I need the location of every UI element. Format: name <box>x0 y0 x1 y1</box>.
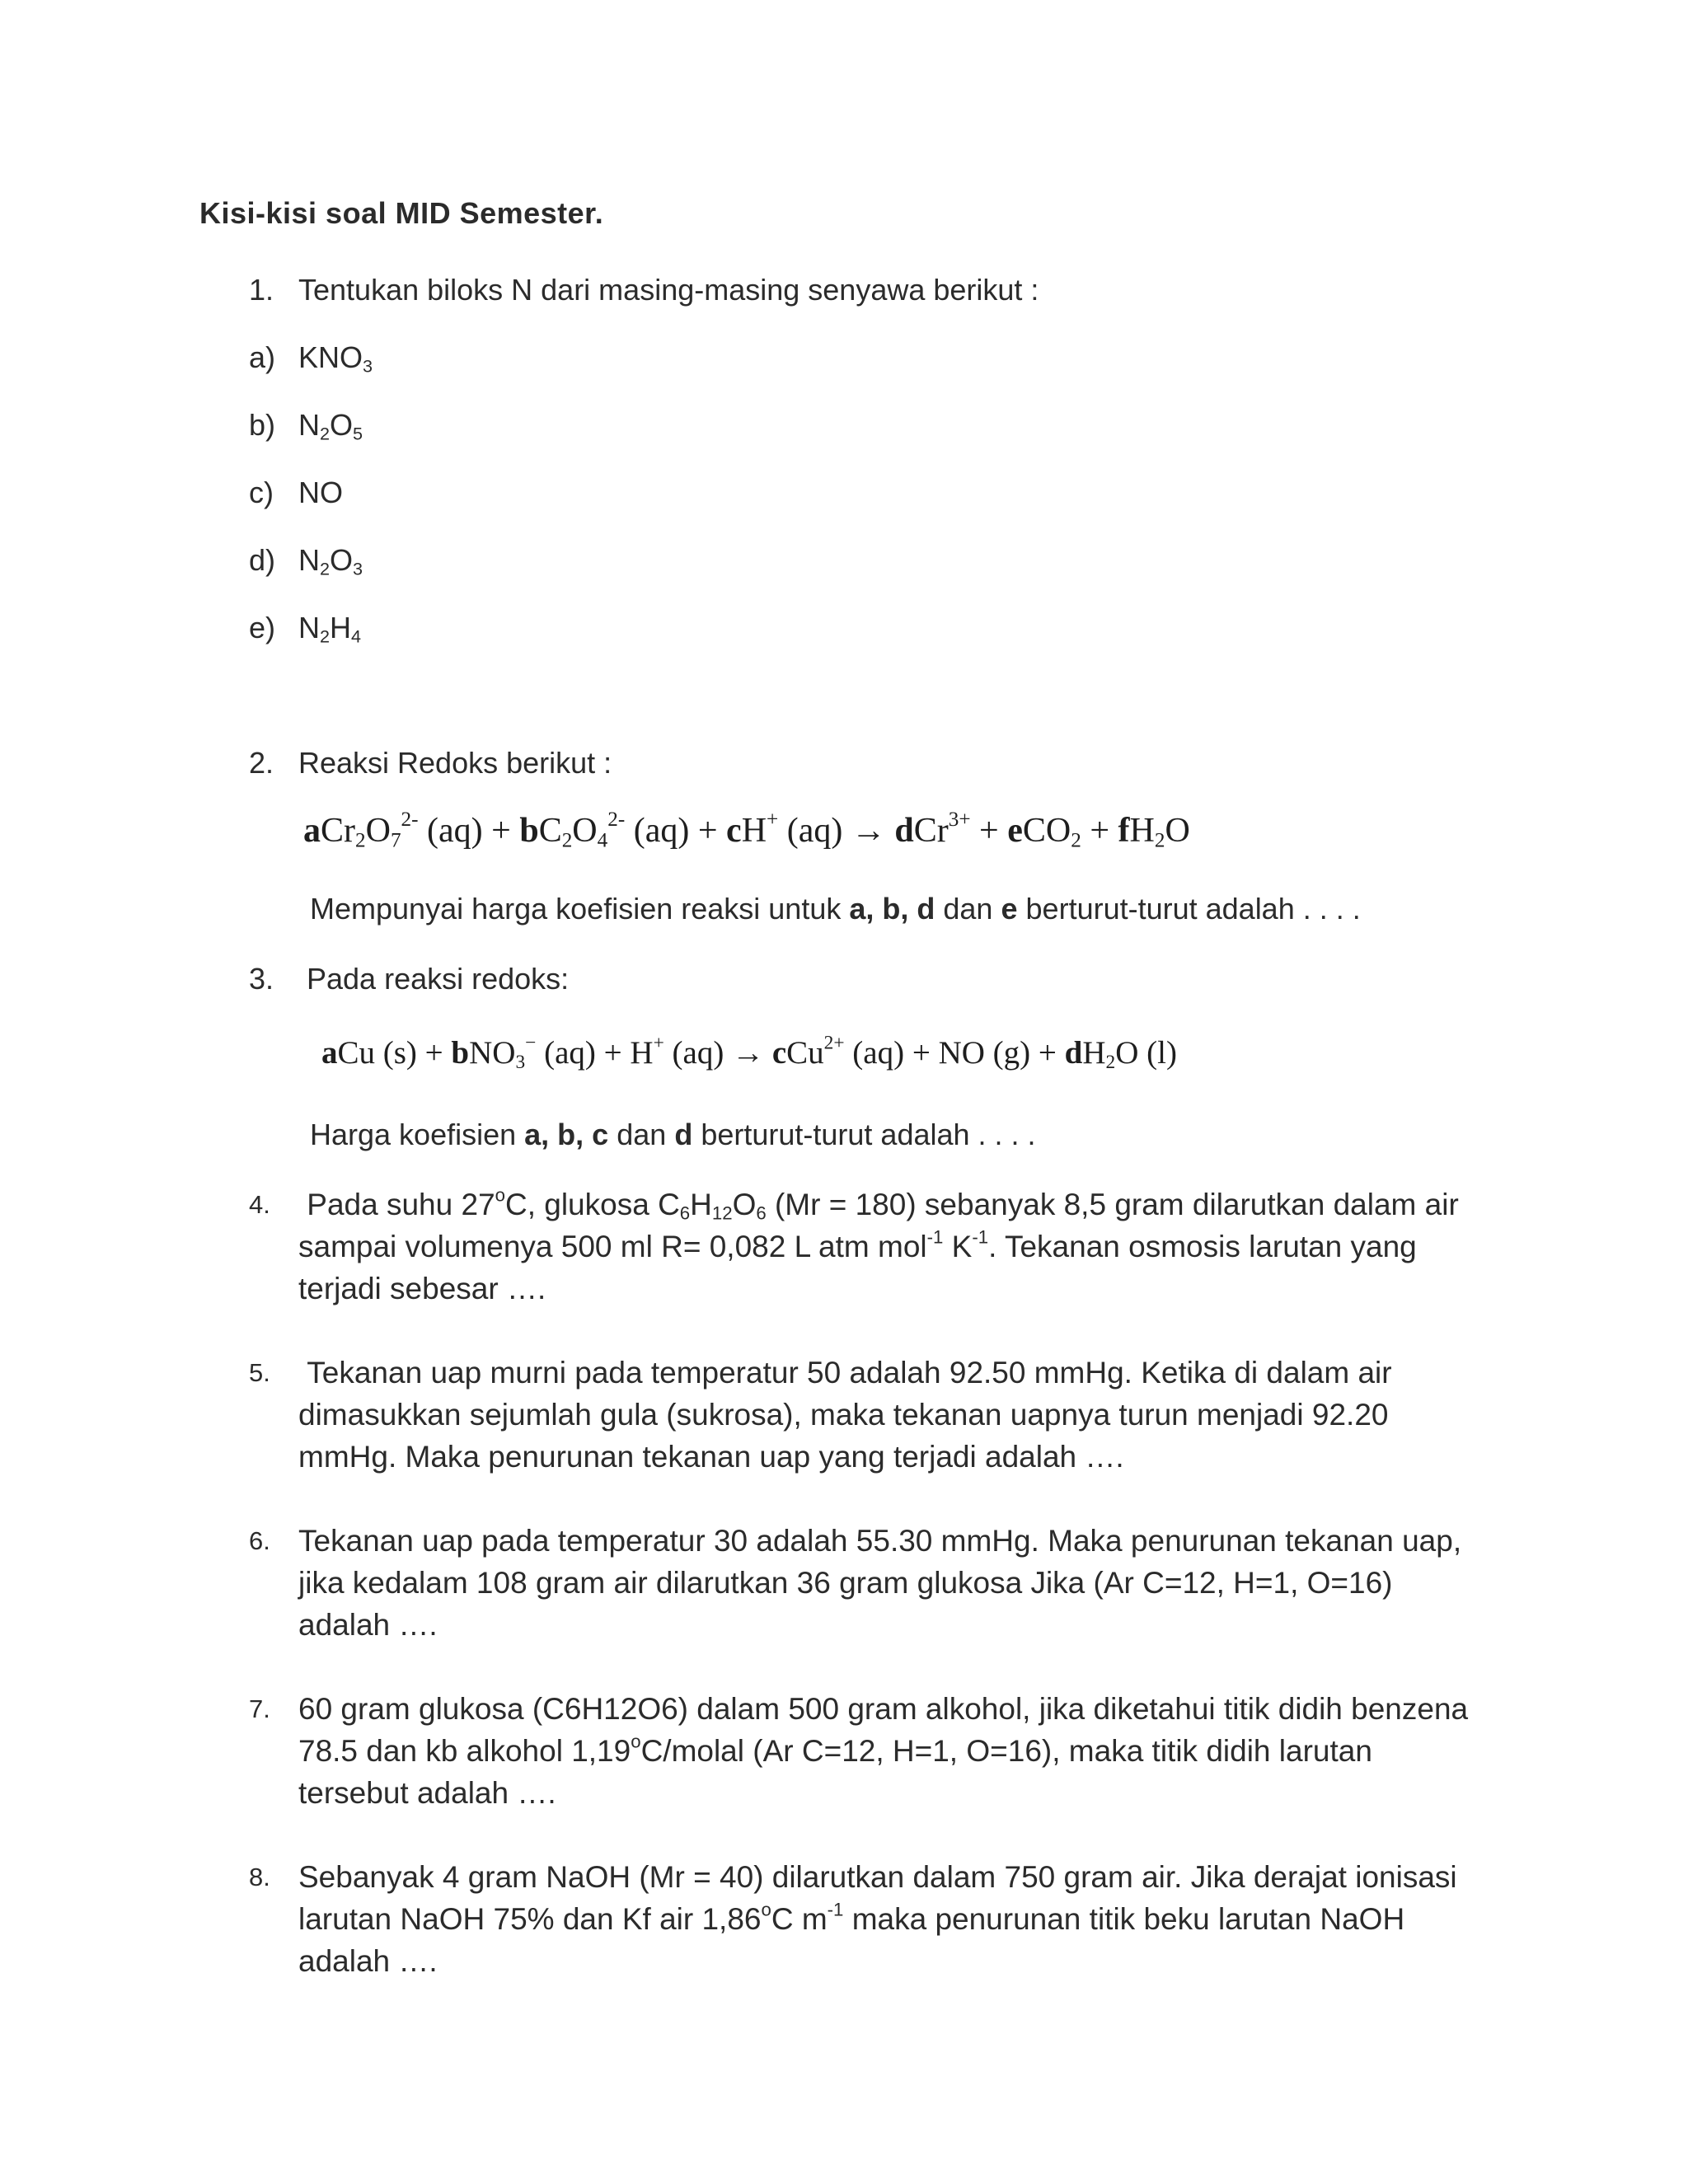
q1-option-b-label: b) <box>249 408 276 442</box>
document-title: Kisi-kisi soal MID Semester. <box>199 196 604 230</box>
q4-number: 4. <box>249 1190 270 1219</box>
q5-text: Tekanan uap murni pada temperatur 50 adalah 92.50 mmHg. Ketika di dalam air dimasukkan sejumlah gula (sukrosa), maka tekanan uapnya turun menjadi 92.20 mmHg. Maka penurunan tekanan uap yang terjadi adalah …. <box>298 1356 1392 1474</box>
q6-number: 6. <box>249 1526 270 1555</box>
q8-number: 8. <box>249 1863 270 1891</box>
q6-text: Tekanan uap pada temperatur 30 adalah 55.30 mmHg. Maka penurunan tekanan uap, jika kedalam 108 gram air dilarutkan 36 gram glukosa Jika (Ar C=12, H=1, O=16) adalah …. <box>298 1524 1462 1642</box>
q1-option-a-label: a) <box>249 340 276 374</box>
q7-text: 60 gram glukosa (C6H12O6) dalam 500 gram alkohol, jika diketahui titik didih benzena 78.5 dan kb alkohol 1,19$^o$C/molal (Ar C=12, H=1, O=16), maka titik didih larutan tersebut adalah …. <box>298 1692 1469 1810</box>
q3-question: Harga koefisien a, b, c dan d berturut-turut adalah . . . . <box>310 1118 1036 1151</box>
q2-equation: $aCr_2O_7^{2-}$ $(aq) + bC_2O_4^{2-}$ (aq) + cH+ $(aq) \to dCr^{3+} + eCO_2 + fH_2O$ <box>303 808 1190 852</box>
q2-number: 2. <box>249 746 274 780</box>
q3-text: Pada reaksi redoks: <box>307 962 570 996</box>
q8-text: Sebanyak 4 gram NaOH (Mr = 40) dilarutkan dalam 750 gram air. Jika derajat ionisasi larutan NaOH 75% dan Kf air 1,86$^o$C $m^{-1}$ maka penurunan titik beku larutan NaOH adalah …. <box>298 1860 1457 1978</box>
q1-number: 1. <box>249 273 274 307</box>
q2-text: Reaksi Redoks berikut : <box>298 746 612 780</box>
q4-text: Pada suhu 27$^o$C, glukosa $C_6H_{12}O_6$ (Mr = 180) sebanyak 8,5 gram dilarutkan dalam air sampai volumenya 500 ml R= 0,082 L atm mol$^{-1}$ $K^{-1}$. Tekanan osmosis larutan yang terjadi sebesar …. <box>298 1184 1459 1305</box>
q1-option-c-formula: NO <box>298 476 343 509</box>
q7-number: 7. <box>249 1694 270 1723</box>
q2-question: Mempunyai harga koefisien reaksi untuk a, b, d dan e berturut-turut adalah . . . . <box>310 892 1361 926</box>
q3-equation: aCu (s) + bNO$_3$− (aq) + H+ (aq) → cCu$^{2+}$ (aq) + NO $(g) + dH_2O$ (l) <box>321 1032 1177 1073</box>
q1-option-d-label: d) <box>249 543 276 577</box>
q1-option-c-label: c) <box>249 476 274 509</box>
q5-number: 5. <box>249 1358 270 1387</box>
q3-number: 3. <box>249 962 274 996</box>
q1-text: Tentukan biloks N dari masing-masing senyawa berikut : <box>298 273 1039 307</box>
q1-option-e-formula: $N_2H_4$ <box>298 611 362 647</box>
q1-option-e-label: e) <box>249 611 276 644</box>
q1-option-a-formula: $KNO_3$ <box>298 340 373 377</box>
q1-option-d-formula: $N_2O_3$ <box>298 543 363 579</box>
q1-option-b-formula: $N_2O_5$ <box>298 408 363 444</box>
